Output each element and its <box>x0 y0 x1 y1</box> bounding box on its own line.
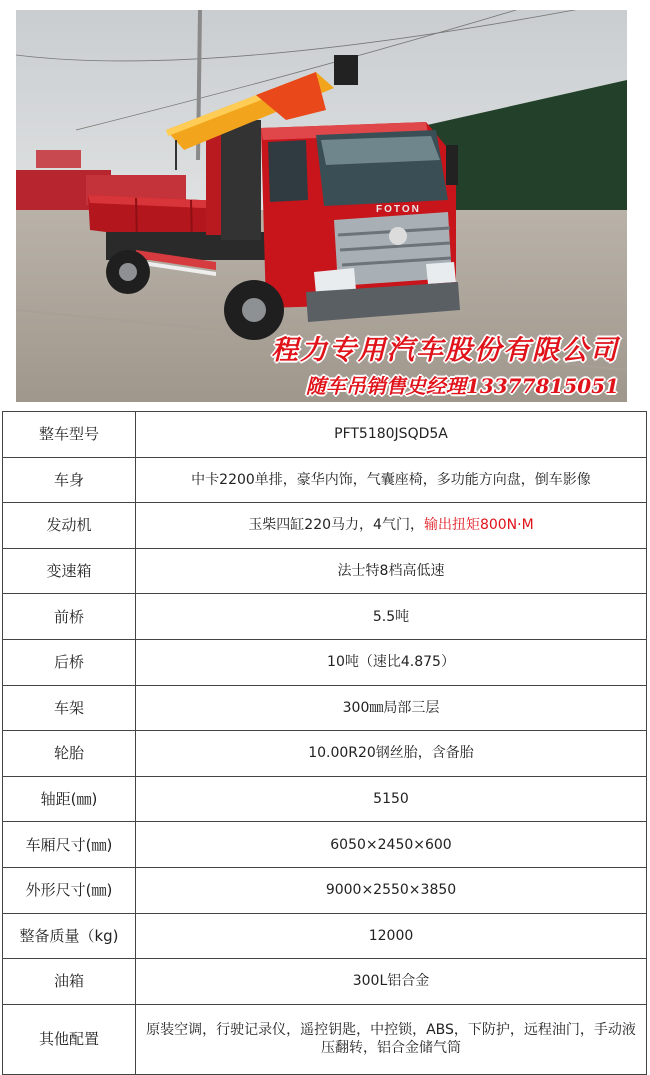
spec-row-cargo-size <box>3 822 647 868</box>
spec-value: 12000 <box>136 913 647 959</box>
spec-row-tires <box>3 731 647 777</box>
spec-row-wheelbase <box>3 776 647 822</box>
spec-table <box>2 411 647 1075</box>
spec-row-rear-axle <box>3 639 647 685</box>
spec-label: 轴距(㎜) <box>3 776 136 822</box>
spec-value: 法士特8档高低速 <box>136 548 647 594</box>
spec-label: 车厢尺寸(㎜) <box>3 822 136 868</box>
spec-row-curb-weight <box>3 913 647 959</box>
spec-value: 10.00R20钢丝胎，含备胎 <box>136 731 647 777</box>
spec-label: 整备质量（kg) <box>3 913 136 959</box>
spec-label: 后桥 <box>3 639 136 685</box>
torque-highlight: 输出扭矩800N·M <box>423 517 534 534</box>
spec-row-other-config <box>3 1004 647 1074</box>
spec-label: 整车型号 <box>3 412 136 458</box>
spec-row-engine <box>3 503 647 549</box>
spec-label: 轮胎 <box>3 731 136 777</box>
spec-value: PFT5180JSQD5A <box>136 412 647 458</box>
spec-row-overall-size <box>3 867 647 913</box>
truck-photo <box>16 10 627 402</box>
spec-label: 变速箱 <box>3 548 136 594</box>
spec-row-frame <box>3 685 647 731</box>
spec-label: 外形尺寸(㎜) <box>3 867 136 913</box>
engine-text: 玉柴四缸220马力，4气门， <box>248 517 424 534</box>
spec-value: 300L铝合金 <box>136 959 647 1005</box>
spec-value: 中卡2200单排，豪华内饰，气囊座椅，多功能方向盘，倒车影像 <box>136 457 647 503</box>
spec-row-front-axle <box>3 594 647 640</box>
spec-value: 10吨（速比4.875） <box>136 639 647 685</box>
spec-value: 5.5吨 <box>136 594 647 640</box>
spec-value: 9000×2550×3850 <box>136 867 647 913</box>
spec-label: 前桥 <box>3 594 136 640</box>
spec-value <box>136 503 647 549</box>
spec-label: 发动机 <box>3 503 136 549</box>
spec-row-body <box>3 457 647 503</box>
company-watermark: 程力专用汽车股份有限公司 <box>271 335 619 366</box>
spec-value: 300㎜局部三层 <box>136 685 647 731</box>
sales-contact-watermark: 随车吊销售史经理13377815051 <box>305 374 619 398</box>
spec-row-fuel-tank <box>3 959 647 1005</box>
spec-value: 5150 <box>136 776 647 822</box>
spec-label: 其他配置 <box>3 1004 136 1074</box>
spec-label: 车身 <box>3 457 136 503</box>
spec-value: 6050×2450×600 <box>136 822 647 868</box>
spec-row-gearbox <box>3 548 647 594</box>
spec-value: 原装空调，行驶记录仪，遥控钥匙，中控锁，ABS，下防护，远程油门，手动液压翻转，铝合金储气筒 <box>136 1004 647 1074</box>
spec-label: 油箱 <box>3 959 136 1005</box>
spec-label: 车架 <box>3 685 136 731</box>
cab-brand-logo: FOTON <box>376 204 421 215</box>
spec-row-model <box>3 412 647 458</box>
